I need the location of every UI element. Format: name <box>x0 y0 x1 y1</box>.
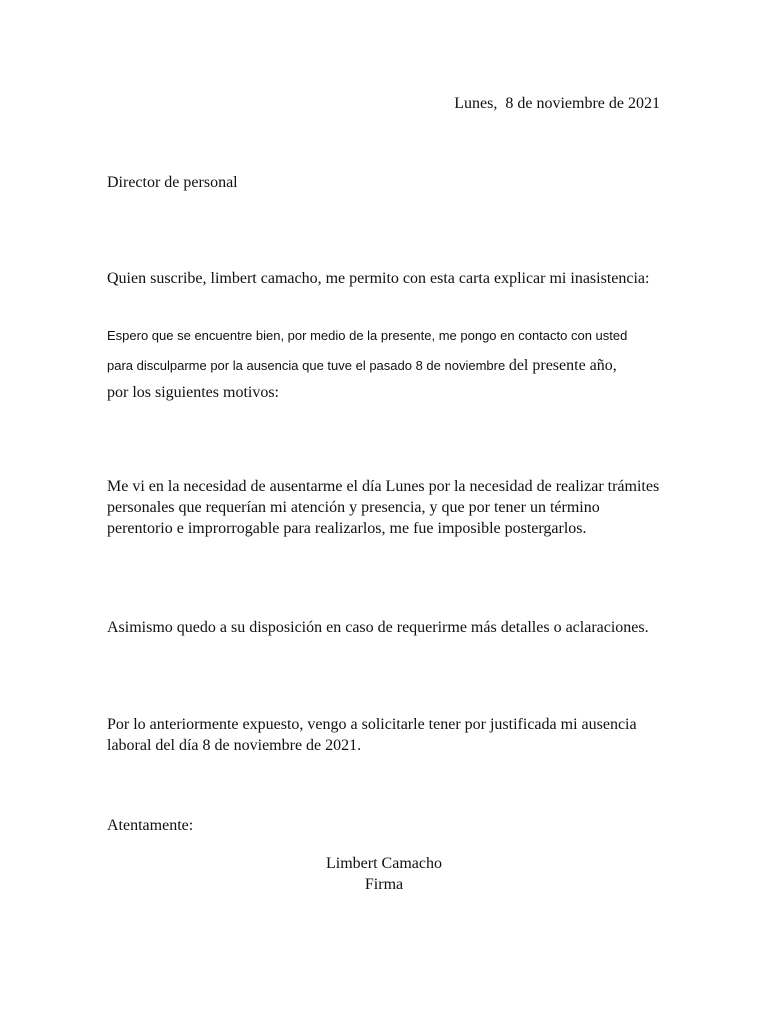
recipient: Director de personal <box>107 174 238 191</box>
closing: Atentamente: <box>107 817 194 834</box>
availability-paragraph: Asimismo quedo a su disposición en caso de requerirme más detalles o aclaraciones. <box>107 619 649 636</box>
greeting-line-1: Espero que se encuentre bien, por medio de la presente, me pongo en contacto con usted <box>107 328 628 343</box>
greeting-paragraph <box>107 328 687 403</box>
greeting-line-2-end: del presente año, <box>508 357 617 374</box>
greeting-line-2-text: para disculparme por la ausencia que tuve el pasado 8 de noviembre <box>107 358 506 373</box>
signature-block <box>0 853 768 895</box>
signer-role: Firma <box>364 876 404 893</box>
greeting-line-3: por los siguientes motivos: <box>107 384 279 401</box>
reason-paragraph: Me vi en la necesidad de ausentarme el día Lunes por la necesidad de realizar trámites personales que requerían mi atención y presencia, y que por tener un término perentorio e improrrogable para realizarlos, me fue imposible postergarlos. <box>107 478 660 537</box>
request-paragraph: Por lo anteriormente expuesto, vengo a solicitarle tener por justificada mi ausencia laboral del día 8 de noviembre de 2021. <box>107 716 637 754</box>
greeting-line-2 <box>107 358 687 374</box>
intro-paragraph: Quien suscribe, limbert camacho, me permito con esta carta explicar mi inasistencia: <box>107 270 650 287</box>
signer-name: Limbert Camacho <box>326 855 442 872</box>
letter-date: Lunes, 8 de noviembre de 2021 <box>454 95 660 112</box>
